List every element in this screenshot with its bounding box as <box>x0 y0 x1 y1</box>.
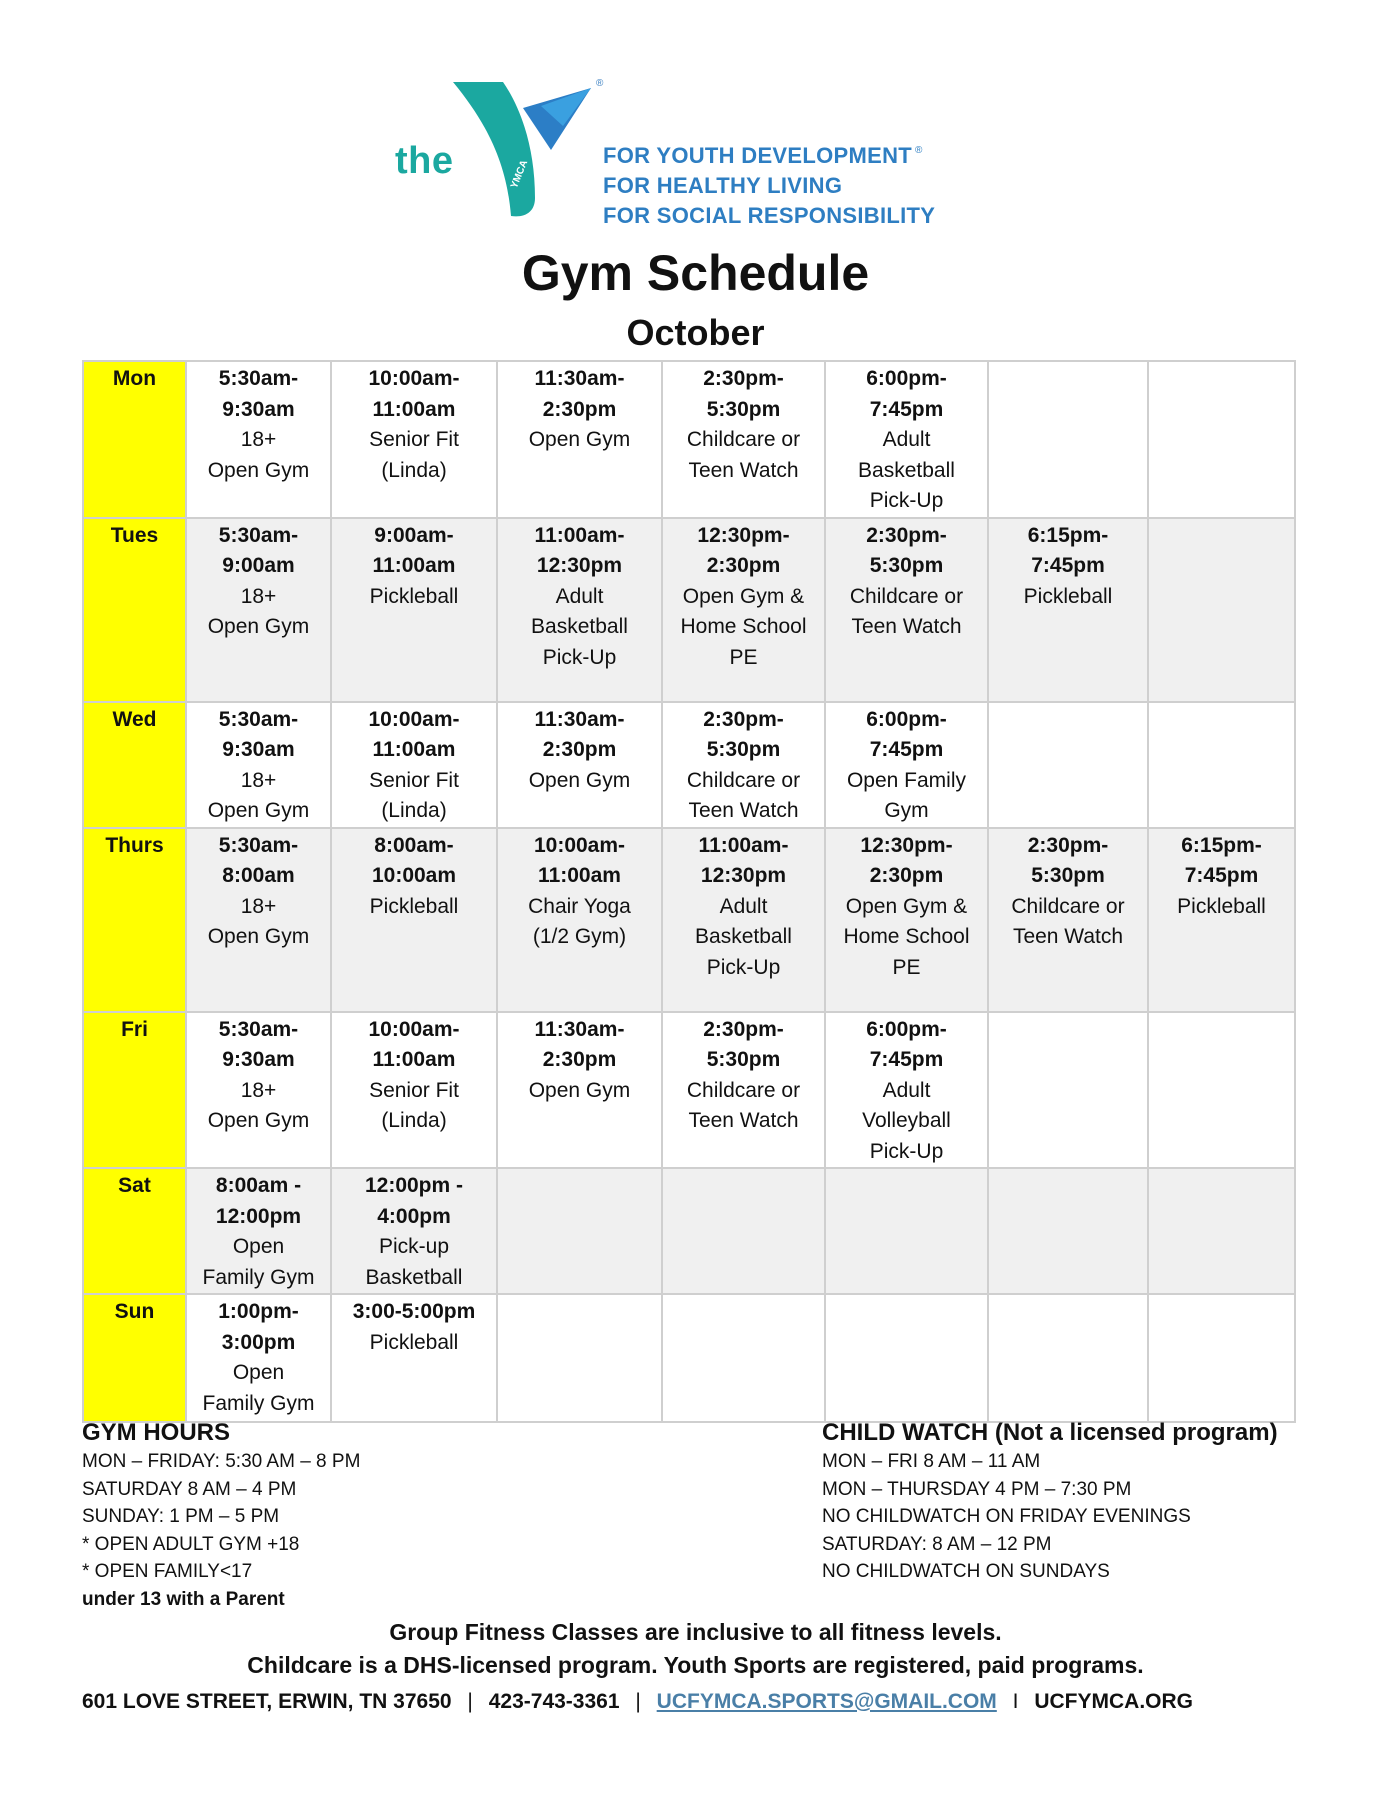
slot-time: 9:30am <box>222 738 295 761</box>
slot-time: 5:30am- <box>218 523 299 547</box>
slot-activity: Adult <box>882 1078 931 1102</box>
slot-activity: Childcare or <box>849 584 964 608</box>
slot-time: 2:30pm <box>542 738 617 761</box>
ymca-logo <box>393 78 1005 226</box>
gym-hours-heading: GYM HOURS <box>82 1419 231 1446</box>
slot-time: 5:30am- <box>218 707 299 731</box>
logo-taglines <box>603 136 935 231</box>
slot-activity: Open Gym <box>207 615 310 638</box>
slot-time: 6:00pm- <box>866 1017 947 1041</box>
slot-time: 2:30pm- <box>866 523 947 547</box>
day-label: Wed <box>83 702 186 828</box>
logo-the-text: the <box>395 140 454 182</box>
slot-time: 5:30pm <box>706 397 781 421</box>
schedule-cell <box>988 518 1148 702</box>
slot-time: 6:15pm- <box>1181 833 1262 857</box>
schedule-cell <box>186 1294 331 1422</box>
slot-activity: Adult <box>719 894 768 918</box>
schedule-cell <box>662 828 825 1012</box>
slot-time: 10:00am- <box>368 1017 460 1041</box>
schedule-cell <box>825 1294 988 1422</box>
schedule-cell <box>497 702 662 828</box>
schedule-cell <box>497 1294 662 1422</box>
slot-activity: Open <box>232 1361 285 1384</box>
schedule-cell <box>1148 1168 1295 1294</box>
slot-activity: 18+ <box>240 584 277 608</box>
slot-activity: Pick-up <box>378 1235 450 1258</box>
schedule-cell <box>186 1012 331 1169</box>
slot-time: 5:30pm <box>1031 864 1105 887</box>
slot-activity: Open Gym <box>207 1109 310 1132</box>
day-label: Sat <box>83 1168 186 1294</box>
schedule-cell <box>1148 828 1295 1012</box>
slot-activity: Childcare or <box>686 768 801 792</box>
schedule-cell <box>825 702 988 828</box>
schedule-cell <box>825 828 988 1012</box>
slot-time: 11:30am- <box>534 707 625 731</box>
slot-activity: (Linda) <box>381 1109 447 1132</box>
schedule-cell <box>662 361 825 518</box>
slot-activity: Childcare or <box>686 428 801 451</box>
separator: | <box>467 1690 473 1713</box>
slot-time: 5:30am- <box>218 833 299 857</box>
slot-time: 5:30pm <box>869 554 944 577</box>
phone[interactable]: 423-743-3361 <box>488 1690 620 1713</box>
schedule-cell <box>988 702 1148 828</box>
logo-registered-mark: ® <box>596 78 604 89</box>
schedule-cell <box>988 1168 1148 1294</box>
slot-time: 1:00pm- <box>218 1300 299 1323</box>
slot-activity: Open Gym <box>528 768 631 792</box>
schedule-cell <box>331 361 497 518</box>
child-watch-line: MON – THURSDAY 4 PM – 7:30 PM <box>822 1478 1132 1500</box>
schedule-cell <box>186 1168 331 1294</box>
schedule-cell <box>662 1012 825 1169</box>
schedule-cell <box>497 1012 662 1169</box>
child-watch-heading: CHILD WATCH (Not a licensed program) <box>822 1419 1278 1446</box>
slot-activity: 18+ <box>240 1078 277 1102</box>
schedule-cell <box>662 1168 825 1294</box>
schedule-cell <box>662 518 825 702</box>
slot-activity: Basketball <box>531 615 628 638</box>
schedule-cell <box>497 518 662 702</box>
schedule-cell <box>825 1012 988 1169</box>
slot-time: 5:30pm <box>706 738 781 761</box>
slot-time: 9:30am <box>222 397 295 421</box>
slot-time: 11:00am <box>372 1048 456 1071</box>
day-label: Sun <box>83 1294 186 1422</box>
gym-hours-line: MON – FRIDAY: 5:30 AM – 8 PM <box>82 1451 361 1472</box>
slot-activity: Adult <box>882 428 931 451</box>
slot-time: 12:30pm- <box>697 523 790 547</box>
slot-time: 2:30pm- <box>703 707 784 731</box>
slot-time: 7:45pm <box>869 397 944 421</box>
day-label: Mon <box>83 361 186 518</box>
slot-activity: Childcare or <box>1011 894 1125 918</box>
slot-activity: (Linda) <box>381 799 447 822</box>
gym-hours <box>82 1418 642 1613</box>
slot-activity: Open Gym & <box>845 894 968 918</box>
schedule-cell <box>825 361 988 518</box>
schedule-cell <box>186 518 331 702</box>
slot-activity: Pick-Up <box>706 955 781 979</box>
gym-hours-note: under 13 with a Parent <box>82 1588 285 1610</box>
slot-time: 2:30pm <box>542 397 617 421</box>
gym-hours-line: SATURDAY 8 AM – 4 PM <box>82 1478 297 1500</box>
contact-line <box>82 1690 1193 1714</box>
slot-time: 11:00am <box>538 864 621 887</box>
child-watch-line: NO CHILDWATCH ON SUNDAYS <box>822 1561 1110 1582</box>
notes <box>0 1616 1391 1682</box>
slot-activity: (Linda) <box>381 458 447 482</box>
schedule-cell <box>497 361 662 518</box>
email-link[interactable]: UCFYMCA.SPORTS@GMAIL.COM <box>656 1690 997 1713</box>
slot-activity: Childcare or <box>686 1078 801 1102</box>
note-childcare: Childcare is a DHS-licensed program. Youth Sports are registered, paid programs. <box>247 1652 1144 1678</box>
slot-time: 6:00pm- <box>866 367 947 390</box>
slot-activity: Family Gym <box>202 1391 315 1415</box>
slot-activity: Basketball <box>365 1265 463 1289</box>
slot-activity: Pickleball <box>369 894 459 918</box>
child-watch <box>822 1418 1382 1586</box>
child-watch-line: MON – FRI 8 AM – 11 AM <box>822 1451 1041 1472</box>
slot-activity: Adult <box>555 584 604 608</box>
slot-time: 12:00pm - <box>364 1174 464 1197</box>
slot-time: 11:00am <box>372 397 456 421</box>
day-label: Thurs <box>83 828 186 1012</box>
slot-time: 12:30pm <box>700 864 787 887</box>
slot-activity: Pick-Up <box>869 489 944 512</box>
tagline: FOR SOCIAL RESPONSIBILITY <box>603 203 936 228</box>
schedule-cell <box>988 1012 1148 1169</box>
schedule-row <box>83 702 1295 828</box>
slot-activity: Teen Watch <box>688 458 799 482</box>
slot-activity: Gym <box>884 799 929 822</box>
slot-time: 10:00am <box>371 864 457 887</box>
tagline: FOR HEALTHY LIVING <box>603 173 843 198</box>
slot-time: 10:00am- <box>533 833 626 857</box>
website-link[interactable]: UCFYMCA.ORG <box>1034 1690 1194 1713</box>
slot-time: 11:00am- <box>534 523 625 547</box>
slot-time: 11:00am <box>372 554 456 577</box>
schedule-cell <box>186 702 331 828</box>
slot-activity: Basketball <box>858 458 955 482</box>
slot-time: 12:00pm <box>215 1204 302 1228</box>
schedule-cell <box>331 518 497 702</box>
tagline: FOR YOUTH DEVELOPMENT ® <box>603 143 923 168</box>
slot-activity: (1/2 Gym) <box>532 925 627 948</box>
schedule-cell <box>662 702 825 828</box>
schedule-cell <box>988 828 1148 1012</box>
slot-activity: Home School <box>680 615 807 638</box>
schedule-cell <box>1148 361 1295 518</box>
separator: I <box>1012 1690 1019 1713</box>
slot-time: 5:30am- <box>218 367 299 390</box>
slot-time: 5:30am- <box>218 1017 299 1041</box>
slot-time: 2:30pm- <box>1027 833 1109 857</box>
slot-time: 9:00am <box>222 554 295 577</box>
page-title: Gym Schedule <box>521 245 870 301</box>
slot-activity: 18+ <box>240 768 277 792</box>
slot-time: 2:30pm- <box>703 367 784 390</box>
slot-time: 11:00am <box>372 738 456 761</box>
slot-activity: Senior Fit <box>369 768 459 792</box>
slot-time: 12:30pm <box>536 554 623 577</box>
slot-activity: Chair Yoga <box>528 894 631 918</box>
day-label: Fri <box>83 1012 186 1169</box>
gym-hours-line: SUNDAY: 1 PM – 5 PM <box>82 1506 280 1527</box>
slot-activity: Pickleball <box>369 584 459 608</box>
slot-activity: Open Gym <box>528 428 631 451</box>
slot-time: 9:30am <box>222 1048 295 1071</box>
separator: | <box>635 1690 641 1713</box>
schedule-row <box>83 1168 1295 1294</box>
slot-activity: Pickleball <box>369 1330 459 1354</box>
schedule-cell <box>331 1012 497 1169</box>
slot-activity: PE <box>729 645 758 669</box>
schedule-row <box>83 1294 1295 1422</box>
schedule-row <box>83 1012 1295 1169</box>
ymca-y-icon <box>451 78 604 218</box>
schedule-cell <box>988 361 1148 518</box>
schedule-cell <box>988 1294 1148 1422</box>
slot-time: 6:15pm- <box>1027 523 1109 547</box>
slot-time: 11:00am- <box>698 833 789 857</box>
slot-time: 12:30pm- <box>860 833 953 857</box>
slot-time: 7:45pm <box>1184 864 1259 887</box>
slot-activity: Volleyball <box>862 1109 951 1132</box>
slot-activity: Senior Fit <box>369 428 459 451</box>
slot-time: 2:30pm <box>869 864 944 887</box>
schedule-cell <box>1148 1012 1295 1169</box>
schedule-cell <box>331 702 497 828</box>
slot-time: 7:45pm <box>869 738 944 761</box>
slot-time: 10:00am- <box>368 367 460 390</box>
slot-activity: 18+ <box>240 428 277 451</box>
slot-time: 10:00am- <box>368 707 460 731</box>
logo-ymca-text: YMCA <box>509 158 531 191</box>
slot-time: 3:00-5:00pm <box>352 1300 476 1323</box>
schedule-cell <box>1148 518 1295 702</box>
slot-activity: Pickleball <box>1177 894 1266 918</box>
slot-time: 11:30am- <box>534 367 625 390</box>
slot-time: 8:00am- <box>374 833 454 857</box>
slot-activity: Teen Watch <box>688 1109 799 1132</box>
gym-hours-line: * OPEN ADULT GYM +18 <box>82 1533 300 1555</box>
schedule-cell <box>497 828 662 1012</box>
slot-time: 8:00am <box>222 864 295 887</box>
slot-activity: Open Family <box>846 768 967 792</box>
slot-activity: Pickleball <box>1023 584 1113 608</box>
slot-activity: Family Gym <box>202 1265 315 1289</box>
schedule-row <box>83 361 1295 518</box>
slot-activity: 18+ <box>240 894 277 918</box>
slot-activity: Open Gym <box>207 925 310 948</box>
slot-time: 6:00pm- <box>866 707 947 731</box>
schedule-cell <box>1148 702 1295 828</box>
slot-activity: Open <box>232 1235 285 1258</box>
address: 601 LOVE STREET, ERWIN, TN 37650 <box>82 1690 452 1713</box>
slot-activity: Teen Watch <box>1012 925 1124 948</box>
slot-time: 2:30pm <box>706 554 781 577</box>
slot-time: 9:00am- <box>374 523 454 547</box>
slot-time: 5:30pm <box>706 1048 781 1071</box>
schedule-cell <box>186 828 331 1012</box>
schedule-row <box>83 828 1295 1012</box>
gym-hours-line: * OPEN FAMILY<17 <box>82 1561 253 1582</box>
schedule-cell <box>331 1294 497 1422</box>
child-watch-line: NO CHILDWATCH ON FRIDAY EVENINGS <box>822 1506 1191 1527</box>
schedule-cell <box>825 518 988 702</box>
note-fitness: Group Fitness Classes are inclusive to all fitness levels. <box>389 1619 1002 1645</box>
slot-activity: Open Gym <box>207 799 310 822</box>
schedule-cell <box>186 361 331 518</box>
slot-activity: PE <box>892 955 921 979</box>
schedule-cell <box>331 1168 497 1294</box>
child-watch-line: SATURDAY: 8 AM – 12 PM <box>822 1533 1052 1555</box>
schedule-row <box>83 518 1295 702</box>
slot-activity: Home School <box>843 925 970 948</box>
slot-activity: Basketball <box>695 925 792 948</box>
slot-time: 2:30pm- <box>703 1017 784 1041</box>
slot-time: 2:30pm <box>542 1048 617 1071</box>
slot-time: 8:00am - <box>215 1174 302 1197</box>
slot-activity: Teen Watch <box>688 799 799 822</box>
slot-time: 3:00pm <box>221 1330 296 1354</box>
schedule-cell <box>331 828 497 1012</box>
slot-time: 4:00pm <box>377 1204 451 1228</box>
schedule-table <box>82 360 1296 1423</box>
slot-time: 11:30am- <box>534 1017 625 1041</box>
day-label: Tues <box>83 518 186 702</box>
slot-activity: Pick-Up <box>542 645 617 669</box>
slot-activity: Open Gym <box>528 1078 631 1102</box>
slot-activity: Teen Watch <box>851 615 962 638</box>
slot-activity: Pick-Up <box>869 1139 944 1163</box>
slot-time: 7:45pm <box>869 1048 944 1071</box>
schedule-cell <box>662 1294 825 1422</box>
month-title: October <box>626 312 765 353</box>
slot-time: 7:45pm <box>1031 554 1105 577</box>
slot-activity: Senior Fit <box>369 1078 459 1102</box>
slot-activity: Open Gym & <box>682 584 805 608</box>
schedule-cell <box>1148 1294 1295 1422</box>
slot-activity: Open Gym <box>207 458 310 482</box>
schedule-cell <box>497 1168 662 1294</box>
schedule-cell <box>825 1168 988 1294</box>
